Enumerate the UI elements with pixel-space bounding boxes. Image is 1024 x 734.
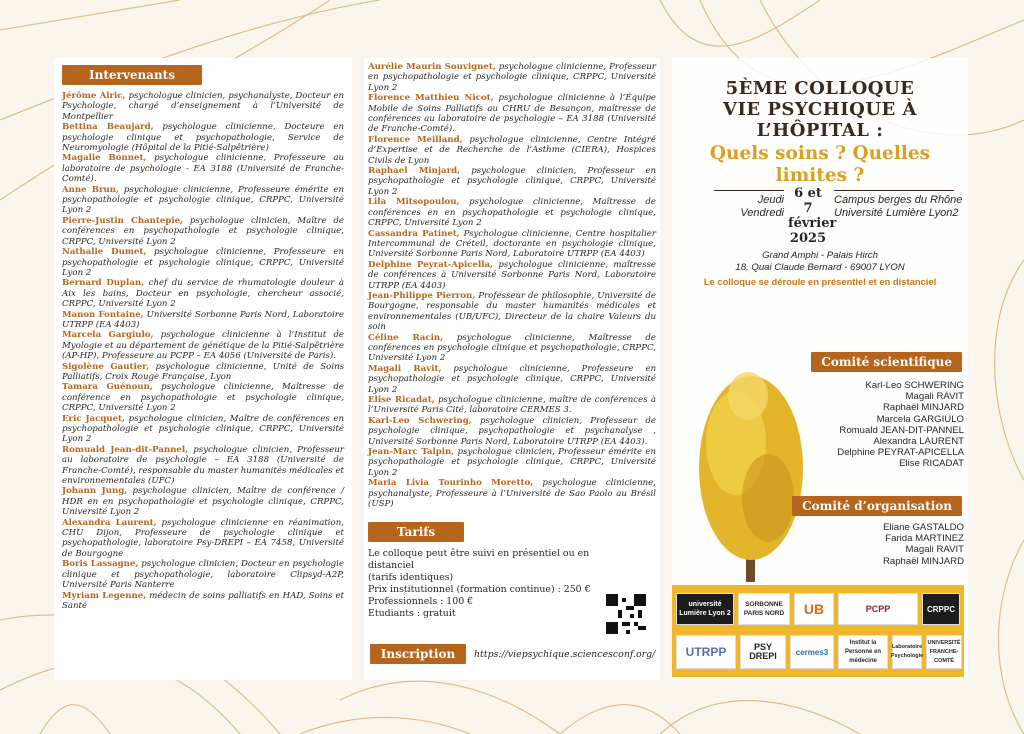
- intervenant-entry: [62, 559, 344, 590]
- intervenant-description: chef du service de rhumatologie douleur à Aix les bains, Docteur en psychologie, chercheur associé, CRPPC, Université Lyon 2: [62, 278, 344, 310]
- comite-organisation-header: Comité d’organisation: [792, 496, 962, 516]
- intervenant-entry: [368, 260, 656, 291]
- logo-crppc: CRPPC: [922, 593, 960, 625]
- intervenant-entry: [62, 486, 344, 517]
- intervenant-entry: [62, 310, 344, 331]
- event-dates-block: [700, 186, 963, 246]
- qr-code[interactable]: [606, 594, 646, 634]
- intervenant-description: psychologue clinicien, psychanalyste, Docteur en Psychologie, chargé d’enseignement à l’Université de Montpellier: [62, 91, 344, 122]
- intervenant-entry: [368, 291, 656, 333]
- intervenant-description: psychologue clinicienne, Professeure au laboratoire de psychologie - EA 3188 (Université de Franche-Comté).: [62, 153, 344, 185]
- intervenant-entry: [368, 93, 656, 135]
- logo-universite-franche-comte: UNIVERSITÉ FRANCHE-COMTÉ: [926, 635, 962, 669]
- intervenant-entry: [62, 445, 344, 487]
- intervenant-entry: [368, 447, 656, 478]
- logo-psy-drepi: PSY DREPI: [740, 635, 786, 669]
- intervenant-name: Anne Brun,: [62, 184, 120, 195]
- comite-scientifique-list: [837, 380, 964, 470]
- logo-cermes3: cermes3: [790, 635, 834, 669]
- intervenant-name: Jean-Philippe Pierron,: [368, 290, 476, 301]
- tarif-line: Professionnels : 100 €: [368, 596, 474, 608]
- intervenants-list-left: [62, 91, 344, 611]
- logo-lyon2: université Lumière Lyon 2: [676, 593, 734, 625]
- intervenant-name: Nathalie Dumet,: [62, 247, 147, 258]
- intervenant-entry: [62, 185, 344, 216]
- logo-pcpp: PCPP: [838, 593, 918, 625]
- event-title-line2: VIE PSYCHIQUE À L’HÔPITAL :: [722, 99, 918, 141]
- intervenant-name: Delphine Peyrat-Apicella,: [368, 259, 494, 270]
- intervenant-entry: [368, 229, 656, 260]
- event-address: Grand Amphi - Palais Hirch 18, Quai Claude Bernard - 69007 LYON: [735, 250, 905, 273]
- intervenant-description: médecin de soins palliatifs en HAD, Soins et Santé: [62, 590, 344, 611]
- intervenant-name: Magalie Bonnet,: [62, 153, 147, 164]
- intervenant-entry: [62, 122, 344, 153]
- committee-member: Delphine PEYRAT-APICELLA: [837, 447, 964, 459]
- intervenant-entry: [368, 197, 656, 228]
- comite-scientifique-header: Comité scientifique: [811, 352, 962, 372]
- intervenant-name: Karl-Leo Schwering,: [368, 415, 472, 426]
- intervenant-entry: [62, 518, 344, 560]
- logo-sorbonne-paris-nord: SORBONNE PARIS NORD: [738, 593, 790, 625]
- intervenant-name: Raphael Minjard,: [368, 166, 461, 177]
- intervenant-description: psychologue clinicien, Maître de conférences en psychopathologie et psychologie clinique, CRPPC, Université Lyon 2: [62, 215, 344, 247]
- committee-member: Alexandra LAURENT: [873, 436, 964, 448]
- intervenant-name: Jérôme Alric,: [62, 91, 126, 101]
- intervenant-description: psychologue clinicienne, maîtresse de conférences à Université Sorbonne Paris Nord, Laboratoire UTRPP (EA 4403): [368, 259, 656, 291]
- intervenant-description: psychologue clinicien, Docteur en psychologie clinique et psychopathologie, laboratoire Clipsyd-A2P, Université Paris Nanterre: [62, 559, 344, 591]
- intervenant-entry: [62, 91, 344, 122]
- committee-member: Raphaël MINJARD: [882, 555, 964, 567]
- intervenant-entry: [368, 62, 656, 93]
- intervenant-name: Marcela Gargiulo,: [62, 330, 154, 341]
- intervenant-description: psychologue clinicienne, Maîtresse de conférences en en psychopathologie et psychologie clinique, CRPPC, Université Lyon 2: [368, 197, 656, 229]
- intervenant-description: psychologue clinicienne, Professeure en psychopathologie et psychologie clinique, CRPPC, Université Lyon 2: [62, 247, 344, 278]
- intervenant-name: Manon Fontaine,: [62, 309, 144, 320]
- intervenants-header: Intervenants: [62, 65, 202, 85]
- intervenant-name: Pierre-Justin Chantepie,: [62, 215, 184, 226]
- logo-institut-la-personne: Institut la Personne en médecine: [838, 635, 888, 669]
- event-days: Jeudi Vendredi: [740, 194, 784, 219]
- yellow-tree-illustration: [676, 348, 826, 584]
- intervenant-name: Magali Ravit,: [368, 363, 442, 374]
- intervenant-description: psychologue clinicien, Maître de conférences en psychopathologie et psychologie clinique, CRPPC, Université Lyon 2: [62, 413, 345, 445]
- intervenant-description: psychologue clinicien, Professeur émérite en psychopathologie et psychologie clinique, CRPPC, Université Lyon 2: [368, 447, 657, 478]
- intervenant-description: psychologue clinicienne, Professeur en psychopathologie et psychologie clinique, CRPPC, Université Lyon 2: [368, 62, 656, 93]
- intervenant-entry: [368, 333, 656, 364]
- intervenant-entry: [62, 330, 344, 361]
- intervenant-entry: [62, 414, 344, 445]
- intervenant-description: psychologue clinicienne en réanimation, CHU Dijon, Professeure de psychologie clinique et psychopathologie, laboratoire Psy-DREPI – EA 7458, Université de Bourgogne: [62, 517, 344, 559]
- intervenant-entry: [62, 591, 344, 612]
- intervenant-description: psychologue clinicienne, Maîtresse de conférences en psychologie clinique et psychopathologie, CRPPC, Université Lyon 2: [368, 332, 656, 364]
- intervenant-name: Jean-Marc Talpin,: [368, 447, 455, 458]
- intervenant-name: Aurélie Maurin Souvignet,: [368, 62, 496, 72]
- intervenant-description: psychologue clinicienne, Professeure en psychopathologie et psychologie clinique, CRPPC, Université Lyon 2: [368, 363, 656, 395]
- intervenant-name: Cassandra Patinet,: [368, 228, 460, 239]
- intervenant-description: psychologue clinicien, Professeur en psychopathologie et psychologie clinique, CRPPC, Université Lyon 2: [368, 166, 656, 197]
- intervenant-entry: [368, 416, 656, 447]
- event-format-note: Le colloque se déroule en présentiel et en distanciel: [703, 276, 937, 287]
- intervenant-name: Lila Mitsopoulou,: [368, 197, 460, 208]
- intervenant-name: Maria Livia Tourinho Moretto,: [368, 478, 534, 489]
- intervenant-name: Johann Jung,: [62, 486, 128, 497]
- intervenant-description: psychologue clinicienne, Unité de Soins Palliatifs, Croix Rouge Française, Lyon: [62, 361, 345, 382]
- intervenant-name: Sigolène Gautier,: [62, 361, 150, 372]
- intervenant-entry: [62, 362, 344, 383]
- intervenant-description: psychologue clinicienne, Maîtresse de conférence en psychopathologie et psychologie clinique, CRPPC, Université Lyon 2: [62, 382, 345, 414]
- intervenant-description: psychologue clinicienne, psychanalyste, Professeure à l’Université de Sao Paolo au Brésil (USP): [368, 478, 656, 510]
- intervenant-name: Myriam Legenne,: [62, 590, 147, 601]
- intervenant-entry: [62, 382, 344, 413]
- intervenant-name: Tamara Guénoun,: [62, 382, 153, 393]
- intervenant-entry: [368, 395, 656, 416]
- tarif-line: Le colloque peut être suivi en présentiel ou en distanciel: [368, 548, 590, 572]
- intervenant-description: psychologue clinicienne, Professeure émérite en psychopathologie et psychologie clinique, CRPPC, Université Lyon 2: [62, 184, 344, 216]
- intervenant-description: psychologue clinicienne, maître de conférences à l’Université Paris Cité, laboratoire CERMES 3.: [368, 395, 656, 416]
- intervenant-description: psychologue clinicien, Professeur au laboratoire de psychologie – EA 3188 (Université de Franche-Comté), responsable du master humanités médicales et environnementales (UFC): [62, 444, 345, 487]
- committee-member: Eliane GASTALDO: [883, 522, 964, 533]
- logo-laboratoire-psychologie: Laboratoire Psychologie: [892, 635, 922, 669]
- intervenant-name: Bettina Beaujard,: [62, 122, 154, 133]
- committee-member: Raphaël MINJARD: [882, 402, 964, 414]
- committee-member: Magali RAVIT: [905, 544, 964, 556]
- intervenants-panel-left: [54, 58, 352, 680]
- intervenant-name: Bernard Duplan,: [62, 278, 145, 289]
- intervenant-name: Florence Meilland,: [368, 134, 463, 145]
- intervenants-list-middle: [368, 62, 656, 509]
- intervenants-panel-middle: [364, 58, 660, 680]
- tarif-line: Etudiants : gratuit: [368, 608, 456, 620]
- committee-member: Romuald JEAN-DIT-PANNEL: [839, 424, 964, 436]
- committee-member: Farida MARTINEZ: [885, 533, 964, 545]
- intervenant-description: psychologue clinicienne à l’Institut de Myologie et au département de génétique de la Pitié-Salpêtrière (AP-HP), Professeure au PCPP – EA 4056 (Université de Paris).: [62, 330, 344, 362]
- inscription-button[interactable]: Inscription: [370, 644, 466, 664]
- intervenant-entry: [368, 478, 656, 509]
- intervenant-entry: [62, 216, 344, 247]
- intervenant-description: psychologue clinicienne, Centre Intégré d’Expertise et de Recherche de l’Asthme (CIERA), Hospices Civils de Lyon: [368, 134, 657, 166]
- intervenant-name: Boris Lassagne,: [62, 559, 139, 570]
- intervenant-name: Eric Jacquet,: [62, 413, 126, 424]
- committee-member: Karl-Leo SCHWERING: [865, 380, 964, 391]
- intervenant-description: Professeur de philosophie, Université de Bourgogne, responsable du master humanités médicales et environnementales (UB/UFC), Directeur de la chaire Valeurs du soin: [368, 290, 657, 333]
- intervenant-name: Florence Matthieu Nicot,: [368, 93, 494, 104]
- comite-organisation-list: [883, 522, 964, 567]
- intervenant-name: Elise Ricadat,: [368, 395, 435, 405]
- event-title-line1: 5ÈME COLLOQUE: [725, 78, 915, 99]
- intervenant-entry: [62, 153, 344, 184]
- intervenant-entry: [368, 364, 656, 395]
- intervenant-description: Université Sorbonne Paris Nord, Laboratoire UTRPP (EA 4403): [62, 309, 344, 330]
- intervenant-description: Psychologue clinicienne, Centre hospitalier Intercommunal de Créteil, doctorante en psychologie clinique, Université Sorbonne Paris Nord, Laboratoire UTRPP (EA 4403): [368, 228, 656, 260]
- partner-logos: [672, 585, 964, 677]
- intervenant-name: Romuald Jean-dit-Pannel,: [62, 444, 189, 455]
- committee-member: Magali RAVIT: [905, 391, 964, 403]
- event-date: 6 et 7 février 2025: [788, 186, 837, 246]
- tarif-line: (tarifs identiques): [368, 572, 454, 584]
- intervenant-description: psychologue clinicienne à l’Équipe Mobile de Soins Palliatifs au CHRU de Besançon, maîtresse de conférences au laboratoire de psychologie – EA 3188 (Université de Franche-Comté).: [368, 93, 656, 135]
- intervenant-entry: [368, 135, 656, 166]
- committee-member: Elise RICADAT: [899, 458, 964, 470]
- logo-utrpp: UTRPP: [676, 635, 736, 669]
- tarifs-header: Tarifs: [368, 522, 464, 542]
- intervenant-entry: [368, 166, 656, 197]
- intervenant-name: Céline Racin,: [368, 332, 444, 343]
- intervenant-description: psychologue clinicien, Professeur de psychologie clinique, psychopathologie et psychanalyse , Université Sorbonne Paris Nord, Laboratoire UTRPP (EA 4403).: [368, 415, 656, 447]
- intervenant-name: Alexandra Laurent,: [62, 517, 157, 528]
- intervenant-description: psychologue clinicien, Maître de conférence / HDR en en psychopathologie et psychologie clinique, CRPPC, Université Lyon 2: [62, 486, 345, 518]
- committee-member: Marcela GARGIULO: [876, 413, 964, 425]
- event-venue: Campus berges du Rhône Université Lumière Lyon2: [834, 194, 963, 219]
- event-subtitle: Quels soins ? Quelles limites ?: [709, 143, 931, 186]
- intervenant-description: psychologue clinicienne, Docteure en psychologie clinique et psychopathologie, Service de Neuromyologie (Hôpital de la Pitié-Salpêtrière): [62, 122, 345, 154]
- logo-ub: UB: [794, 593, 834, 625]
- tarif-line: Prix institutionnel (formation continue) : 250 €: [368, 584, 591, 596]
- intervenant-entry: [62, 247, 344, 278]
- intervenant-entry: [62, 278, 344, 309]
- inscription-url[interactable]: https://viepsychique.sciencesconf.org/: [474, 648, 656, 660]
- tarifs-text: [368, 548, 598, 620]
